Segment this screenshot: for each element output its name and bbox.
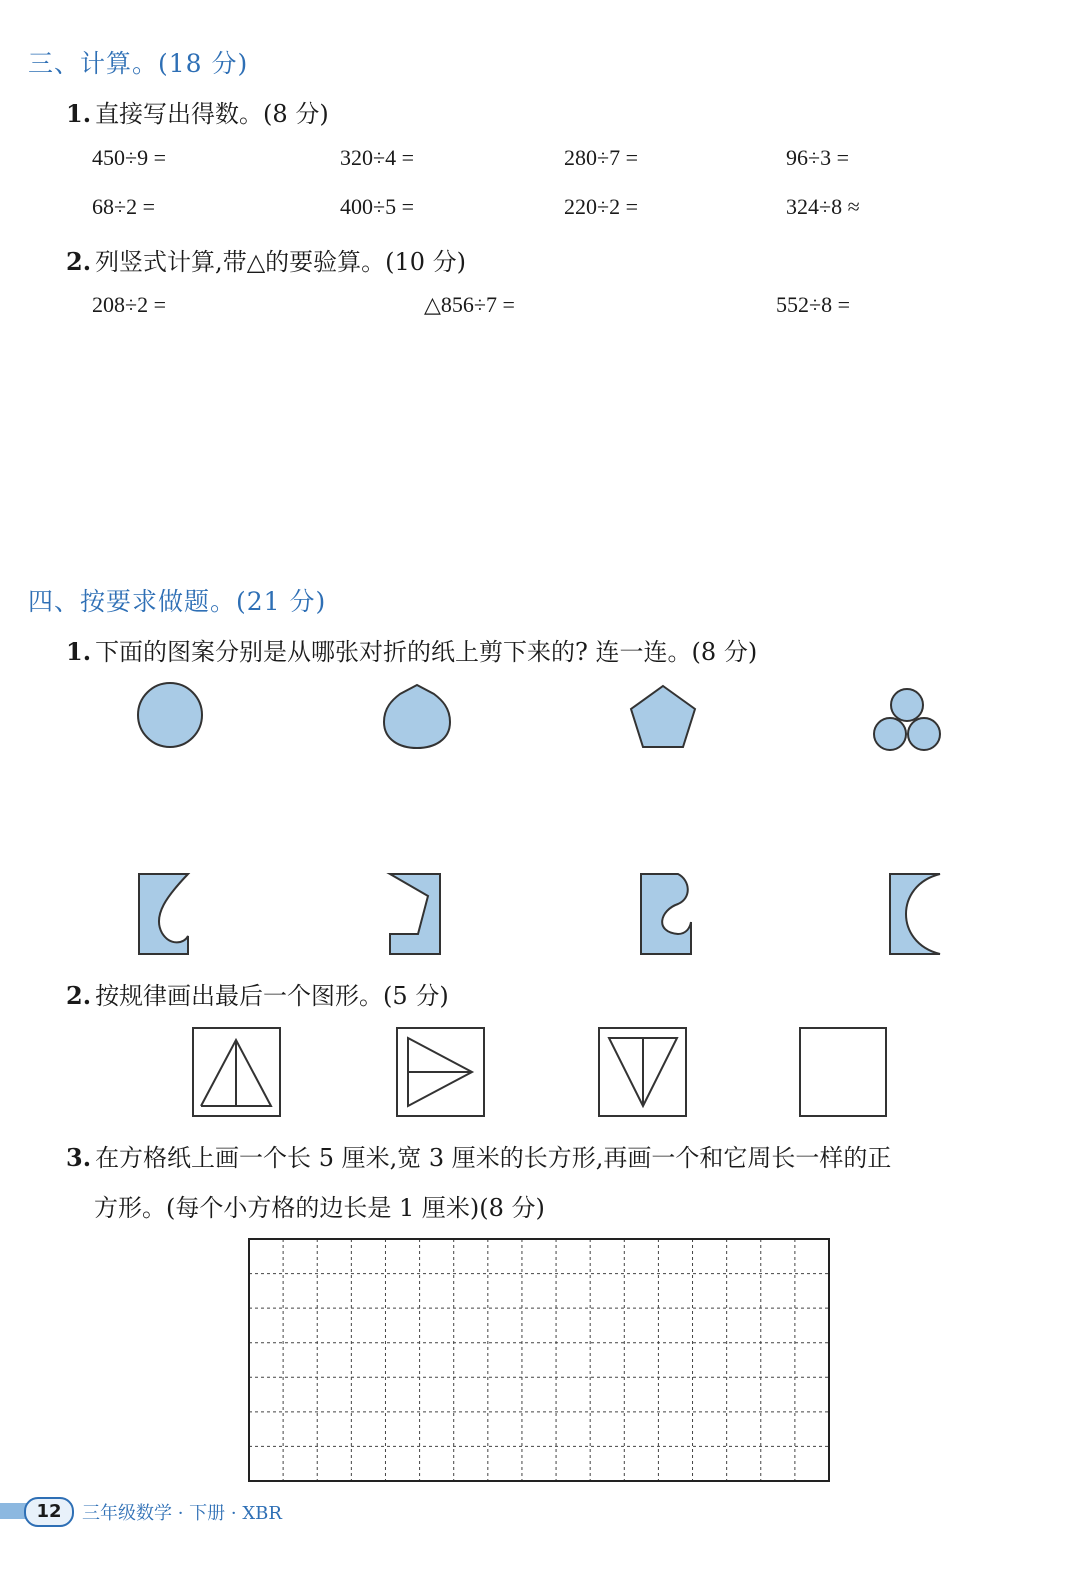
folded-piece-circles xyxy=(641,874,691,954)
pattern-box-1 xyxy=(193,1028,280,1116)
expr-552-div-8: 552÷8 = xyxy=(776,292,850,317)
expr-320-div-4: 320÷4 = xyxy=(340,145,414,170)
q3-2-text: 列竖式计算,带△的要验算。(10 分) xyxy=(95,248,467,276)
q4-3-num: 3. xyxy=(66,1143,92,1172)
expr-324-div-8: 324÷8 ≈ xyxy=(786,194,860,219)
circle-shape xyxy=(138,683,202,747)
expr-450-div-9: 450÷9 = xyxy=(92,145,166,170)
q4-2-num: 2. xyxy=(66,981,92,1010)
expr-400-div-5: 400÷5 = xyxy=(340,194,414,219)
q4-1-num: 1. xyxy=(66,637,92,666)
pattern-box-2 xyxy=(397,1028,484,1116)
section-4-title: 四、按要求做题。(21 分) xyxy=(28,587,327,616)
page-number: 12 xyxy=(24,1497,74,1527)
q4-2-title xyxy=(66,976,449,1011)
footer-book-title: 三年级数学 · 下册 · XBR xyxy=(82,1503,282,1524)
q4-3-title xyxy=(66,1138,891,1173)
folded-piece-step xyxy=(390,874,440,954)
grid-border xyxy=(249,1239,829,1481)
three-circles-shape xyxy=(874,689,940,750)
folded-piece-arc xyxy=(890,874,940,954)
expr-220-div-2: 220÷2 = xyxy=(564,194,638,219)
pentagon-shape xyxy=(631,686,695,747)
q4-2-text: 按规律画出最后一个图形。(5 分) xyxy=(95,982,449,1010)
expr-280-div-7: 280÷7 = xyxy=(564,145,638,170)
pattern-box-3 xyxy=(599,1028,686,1116)
q3-1-num: 1. xyxy=(66,99,92,128)
q4-3-text-line2: 方形。(每个小方格的边长是 1 厘米)(8 分) xyxy=(94,1194,545,1222)
heart-shape xyxy=(384,685,450,748)
q3-1-text: 直接写出得数。(8 分) xyxy=(95,100,329,128)
expr-68-div-2: 68÷2 = xyxy=(92,194,155,219)
folded-piece-curve xyxy=(139,874,188,954)
section-3-title: 三、计算。(18 分) xyxy=(28,49,249,78)
expr-96-div-3: 96÷3 = xyxy=(786,145,849,170)
q4-1-text: 下面的图案分别是从哪张对折的纸上剪下来的? 连一连。(8 分) xyxy=(95,638,758,666)
expr-856-div-7: △856÷7 = xyxy=(424,292,515,317)
pattern-box-empty[interactable] xyxy=(800,1028,886,1116)
q3-2-num: 2. xyxy=(66,247,92,276)
q4-3-text-line1: 在方格纸上画一个长 5 厘米,宽 3 厘米的长方形,再画一个和它周长一样的正 xyxy=(95,1144,892,1172)
expr-208-div-2: 208÷2 = xyxy=(92,292,166,317)
grid-paper[interactable] xyxy=(248,1238,830,1482)
